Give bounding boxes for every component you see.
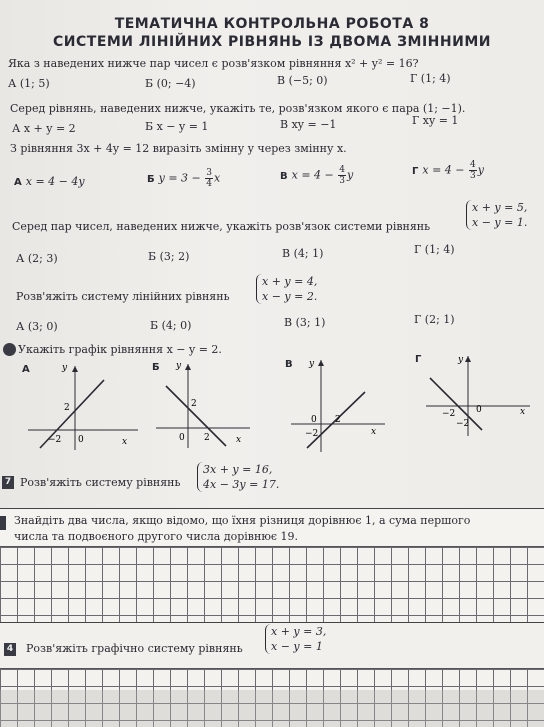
question-9-number: 4 [4,643,16,656]
graph-d-label[interactable]: Г [415,354,422,365]
graph-c-y-label: y [309,359,315,369]
q3-option-b-label: Б [147,173,155,185]
q8-answer-grid[interactable] [0,546,544,623]
question-8-marker [0,516,6,530]
q4-option-d[interactable]: Г (1; 4) [414,243,455,256]
q3-option-c-den: 3 [339,176,345,186]
graph-c-x-label: x [371,427,377,437]
question-7-text: Розв'яжіть систему рівнянь [20,476,181,489]
q7-system [197,462,279,492]
graph-d[interactable] [420,350,535,440]
graph-c-tick-1: 0 [311,415,317,425]
graph-b-y-label: y [176,361,182,371]
q3-option-c[interactable] [280,165,353,186]
page-title-line1: ТЕМАТИЧНА КОНТРОЛЬНА РОБОТА 8 [114,16,430,32]
graph-a[interactable] [20,362,140,452]
q3-option-d-post: y [477,163,484,177]
graph-a-tick-2: −2 [48,435,62,445]
graph-b-tick-1: 2 [191,399,197,409]
graph-a-tick-1: 2 [64,403,70,413]
q1-option-d[interactable]: Г (1; 4) [410,72,451,85]
graph-b[interactable] [150,360,260,450]
question-6-text: Укажіть графік рівняння x − y = 2. [18,343,222,356]
q5-option-b[interactable]: Б (4; 0) [150,319,192,332]
q5-option-c[interactable]: В (3; 1) [284,316,326,329]
question-5-text: Розв'яжіть систему лінійних рівнянь [16,290,230,303]
question-7-number: 7 [2,476,14,489]
graph-b-x-label: x [236,435,242,445]
q3-option-b[interactable] [147,168,220,189]
graph-c-tick-3: −2 [305,429,319,439]
question-1-text: Яка з наведених нижче пар чисел є розв'язком рівняння x² + y² = 16? [8,57,419,70]
q5-option-d[interactable]: Г (2; 1) [414,313,455,326]
q2-option-d[interactable]: Г xy = 1 [412,114,459,127]
q3-option-d[interactable] [412,160,484,181]
q2-option-a[interactable]: А x + y = 2 [12,122,76,135]
q3-option-b-fraction [205,168,213,189]
question-4-text: Серед пар чисел, наведених нижче, укажіть розв'язок системи рівнянь [12,220,431,233]
q3-option-c-fraction [338,165,346,186]
q3-option-c-pre: x = 4 − [291,168,334,182]
q3-option-a-expr: x = 4 − 4y [25,175,85,188]
q5-option-a[interactable]: А (3; 0) [16,320,58,333]
graph-b-label[interactable]: Б [152,362,160,373]
graph-d-tick-2: 0 [476,405,482,415]
q3-option-d-fraction [469,160,477,181]
q3-option-b-post: x [214,171,221,185]
q3-option-a[interactable] [14,175,85,188]
graph-a-tick-3: 0 [78,435,84,445]
q3-option-b-num: 3 [206,168,212,178]
q4-system-eq2: x − y = 1. [472,216,528,229]
q4-option-a[interactable]: А (2; 3) [16,252,58,265]
q7-system-eq1: 3x + y = 16, [203,463,273,476]
page-fold-shadow [0,690,544,727]
q4-system-eq1: x + y = 5, [472,201,528,214]
q1-option-a[interactable]: А (1; 5) [8,77,50,90]
graph-a-label[interactable]: А [22,364,30,375]
q2-option-c[interactable]: В xy = −1 [280,118,337,131]
q3-option-b-pre: y = 3 − [158,171,201,185]
q9-system-eq1: x + y = 3, [271,625,327,638]
q1-option-b[interactable]: Б (0; −4) [145,77,196,90]
graph-b-tick-3: 2 [204,433,210,443]
q9-system-eq2: x − y = 1 [271,640,323,653]
graph-b-tick-2: 0 [179,433,185,443]
question-6-bullet [3,343,16,356]
graph-b-line [166,386,226,446]
q5-system-eq1: x + y = 4, [262,275,318,288]
graph-c-tick-2: 2 [335,415,341,425]
graph-d-y-label: y [458,355,464,365]
q3-option-d-den: 3 [470,171,476,181]
q3-option-c-label: В [280,170,288,182]
q7-system-eq2: 4x − 3y = 17. [203,478,280,491]
q1-option-c[interactable]: В (−5; 0) [277,74,328,87]
graph-d-tick-1: −2 [442,409,456,419]
question-8-text-line1: Знайдіть два числа, якщо відомо, що їхня різниця дорівнює 1, а сума першого [14,514,471,527]
q3-option-c-num: 4 [339,165,345,175]
graph-c[interactable] [285,356,395,456]
page-title-line2: СИСТЕМИ ЛІНІЙНИХ РІВНЯНЬ ІЗ ДВОМА ЗМІННИМИ [53,34,491,50]
question-2-text: Серед рівнянь, наведених нижче, укажіть те, розв'язком якого є пара (1; −1). [10,102,466,115]
q5-system-eq2: x − y = 2. [262,290,318,303]
q3-option-d-pre: x = 4 − [422,163,465,177]
graph-a-x-label: x [122,437,128,447]
graph-a-y-label: y [62,363,68,373]
q5-system [256,274,317,304]
q3-option-b-den: 4 [206,179,212,189]
q4-system [466,200,527,230]
graph-d-tick-3: −2 [456,419,470,429]
q4-option-c[interactable]: В (4; 1) [282,247,324,260]
q3-option-a-label: А [14,177,22,188]
q3-option-c-post: y [347,168,354,182]
q3-option-d-num: 4 [470,160,476,170]
graph-c-label[interactable]: В [285,359,293,370]
q3-option-d-label: Г [412,165,419,177]
q4-option-b[interactable]: Б (3; 2) [148,250,190,263]
question-9-text: Розв'яжіть графічно систему рівнянь [26,642,243,655]
question-3-text: З рівняння 3x + 4y = 12 виразіть змінну y через змінну x. [10,142,347,155]
graph-d-x-label: x [520,407,526,417]
q9-system [265,624,326,654]
question-8-text-line2: числа та подвоєного другого числа дорівнює 19. [14,530,299,543]
q2-option-b[interactable]: Б x − y = 1 [145,120,209,133]
